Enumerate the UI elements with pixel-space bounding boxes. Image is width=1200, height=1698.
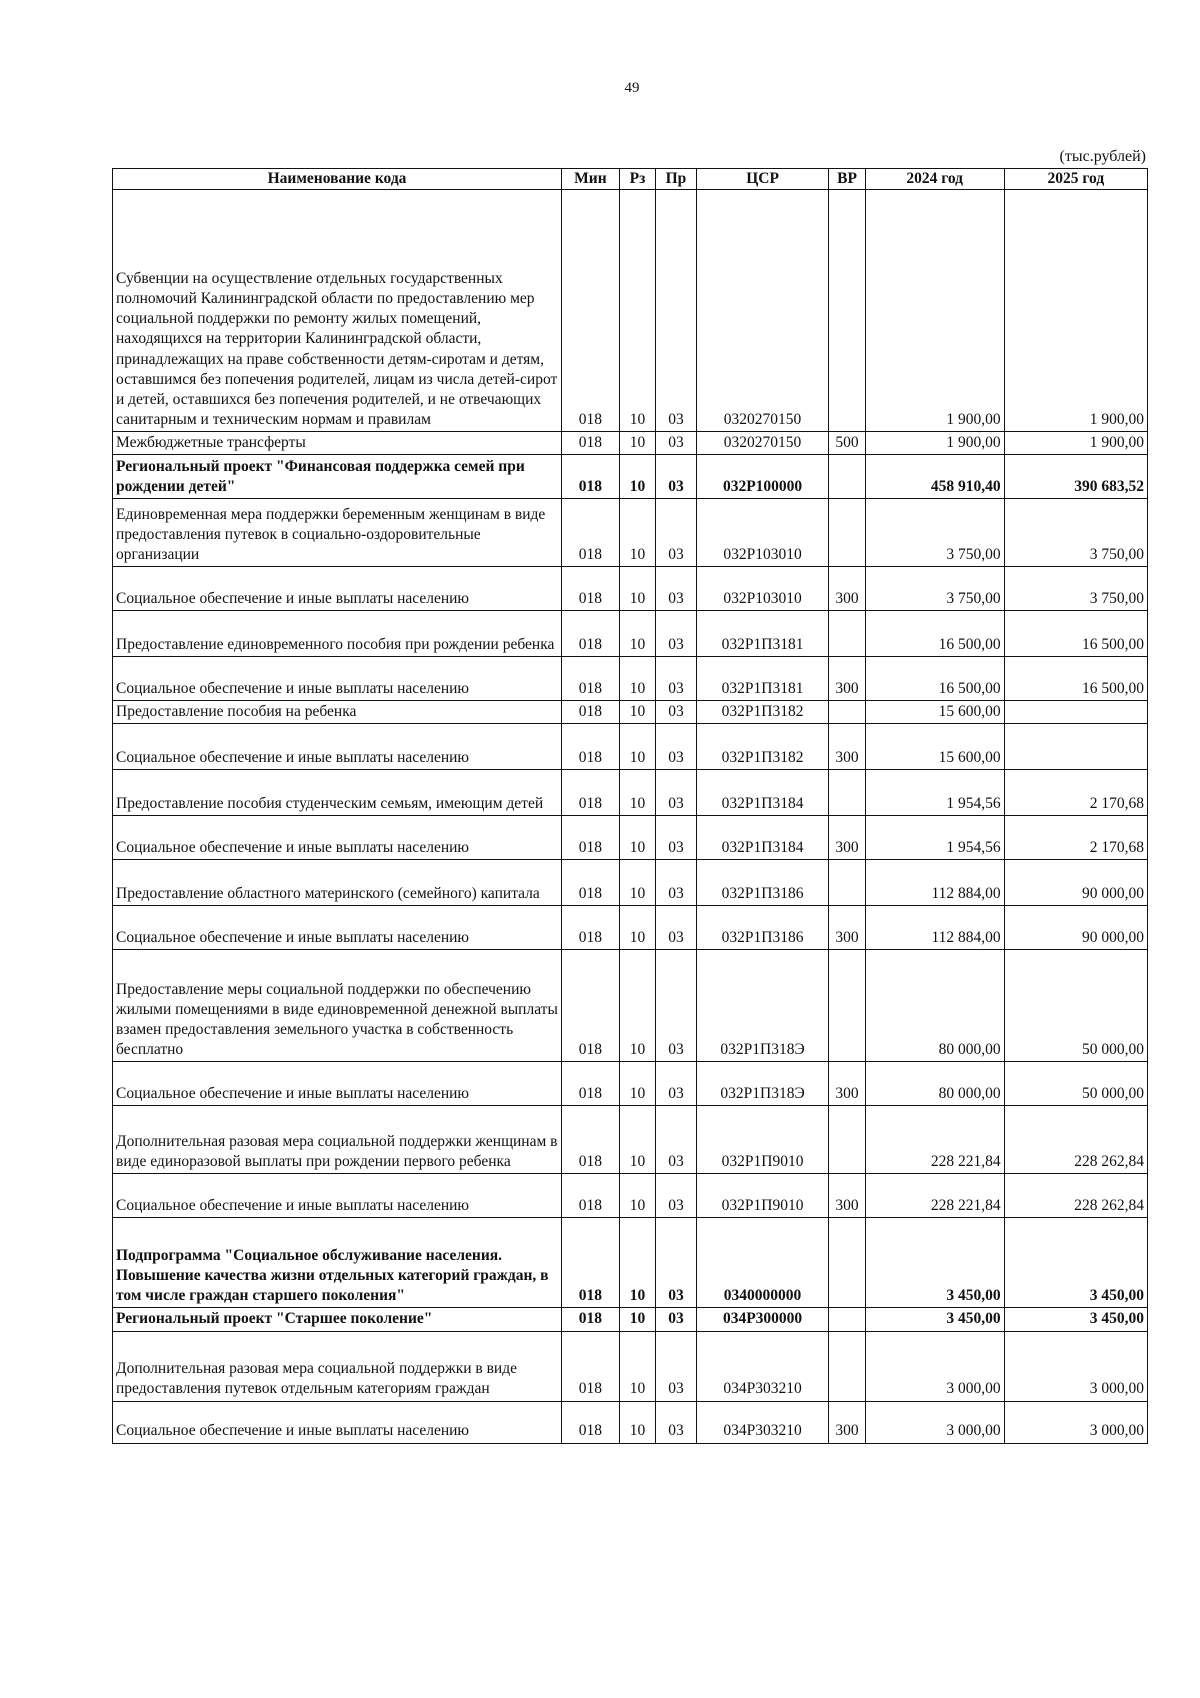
row-name: Социальное обеспечение и иные выплаты населению <box>113 724 562 770</box>
row-csr: 032P1П3186 <box>696 906 829 950</box>
row-rz: 10 <box>619 950 655 1062</box>
row-min: 018 <box>562 1308 620 1331</box>
row-vr <box>829 1218 865 1308</box>
row-min: 018 <box>562 657 620 701</box>
row-2024: 15 600,00 <box>865 724 1004 770</box>
row-vr <box>829 1106 865 1174</box>
row-min: 018 <box>562 860 620 906</box>
row-name: Субвенции на осуществление отдельных государственных полномочий Калининградской области по предоставлению мер социальной поддержки по ремонту жилых помещений, находящихся на территории Калининградской области, принадлежащих на праве собственности детям-сиротам и детям, оставшимся без попечения родителей, лицам из числа детей-сирот и детей, оставшихся без попечения родителей, и не отвечающих санитарным и техническим нормам и правилам <box>113 190 562 432</box>
header-vr: ВР <box>829 169 865 190</box>
row-name: Дополнительная разовая мера социальной поддержки в виде предоставления путевок отдельным категориям граждан <box>113 1331 562 1401</box>
row-2024: 15 600,00 <box>865 701 1004 724</box>
row-name: Социальное обеспечение и иные выплаты населению <box>113 1401 562 1443</box>
row-rz: 10 <box>619 432 655 455</box>
row-2024: 80 000,00 <box>865 1062 1004 1106</box>
row-min: 018 <box>562 1331 620 1401</box>
table-row <box>113 1062 1148 1106</box>
row-name: Предоставление областного материнского (семейного) капитала <box>113 860 562 906</box>
row-pr: 03 <box>656 190 697 432</box>
row-pr: 03 <box>656 770 697 816</box>
row-name: Социальное обеспечение и иные выплаты населению <box>113 1062 562 1106</box>
row-rz: 10 <box>619 1308 655 1331</box>
row-2024: 3 450,00 <box>865 1308 1004 1331</box>
header-name: Наименование кода <box>113 169 562 190</box>
row-csr: 032P1П9010 <box>696 1174 829 1218</box>
row-vr <box>829 950 865 1062</box>
row-vr <box>829 1331 865 1401</box>
table-row <box>113 701 1148 724</box>
row-min: 018 <box>562 770 620 816</box>
row-2025 <box>1004 724 1147 770</box>
row-pr: 03 <box>656 950 697 1062</box>
row-csr: 032P1П318Э <box>696 950 829 1062</box>
row-2025: 16 500,00 <box>1004 611 1147 657</box>
row-rz: 10 <box>619 611 655 657</box>
row-csr: 0320270150 <box>696 432 829 455</box>
row-2024: 3 450,00 <box>865 1218 1004 1308</box>
row-csr: 0340000000 <box>696 1218 829 1308</box>
row-csr: 032P1П3182 <box>696 724 829 770</box>
units-note: (тыс.рублей) <box>1059 148 1146 165</box>
row-csr: 032P1П3186 <box>696 860 829 906</box>
row-min: 018 <box>562 499 620 567</box>
row-vr: 300 <box>829 1174 865 1218</box>
row-2025: 1 900,00 <box>1004 432 1147 455</box>
row-min: 018 <box>562 1174 620 1218</box>
table-row <box>113 770 1148 816</box>
table-row <box>113 1331 1148 1401</box>
row-2025: 3 000,00 <box>1004 1401 1147 1443</box>
row-name: Социальное обеспечение и иные выплаты населению <box>113 657 562 701</box>
row-pr: 03 <box>656 724 697 770</box>
row-min: 018 <box>562 611 620 657</box>
row-pr: 03 <box>656 1401 697 1443</box>
row-2025: 3 450,00 <box>1004 1218 1147 1308</box>
row-pr: 03 <box>656 1106 697 1174</box>
row-csr: 032P103010 <box>696 567 829 611</box>
row-csr: 032P1П3184 <box>696 816 829 860</box>
row-rz: 10 <box>619 1218 655 1308</box>
row-2025: 50 000,00 <box>1004 950 1147 1062</box>
row-rz: 10 <box>619 816 655 860</box>
row-2025: 2 170,68 <box>1004 770 1147 816</box>
row-2025: 390 683,52 <box>1004 455 1147 499</box>
row-min: 018 <box>562 432 620 455</box>
row-rz: 10 <box>619 1062 655 1106</box>
row-pr: 03 <box>656 1062 697 1106</box>
row-name: Предоставление пособия студенческим семьям, имеющим детей <box>113 770 562 816</box>
table-row <box>113 1308 1148 1331</box>
row-name: Региональный проект "Старшее поколение" <box>113 1308 562 1331</box>
row-min: 018 <box>562 455 620 499</box>
row-rz: 10 <box>619 499 655 567</box>
row-2025: 50 000,00 <box>1004 1062 1147 1106</box>
row-vr <box>829 860 865 906</box>
row-2025: 2 170,68 <box>1004 816 1147 860</box>
row-2024: 3 750,00 <box>865 567 1004 611</box>
row-csr: 032P1П318Э <box>696 1062 829 1106</box>
row-pr: 03 <box>656 657 697 701</box>
row-csr: 032P1П3184 <box>696 770 829 816</box>
row-rz: 10 <box>619 906 655 950</box>
row-rz: 10 <box>619 1106 655 1174</box>
row-name: Социальное обеспечение и иные выплаты населению <box>113 1174 562 1218</box>
row-rz: 10 <box>619 860 655 906</box>
table-row <box>113 657 1148 701</box>
row-min: 018 <box>562 1218 620 1308</box>
row-csr: 034P303210 <box>696 1401 829 1443</box>
row-min: 018 <box>562 906 620 950</box>
row-2024: 3 000,00 <box>865 1401 1004 1443</box>
table-row <box>113 906 1148 950</box>
row-csr: 032P1П9010 <box>696 1106 829 1174</box>
row-2024: 3 750,00 <box>865 499 1004 567</box>
row-min: 018 <box>562 190 620 432</box>
row-rz: 10 <box>619 190 655 432</box>
row-min: 018 <box>562 1106 620 1174</box>
row-min: 018 <box>562 1401 620 1443</box>
row-2024: 1 900,00 <box>865 432 1004 455</box>
row-csr: 034P300000 <box>696 1308 829 1331</box>
row-rz: 10 <box>619 770 655 816</box>
row-vr <box>829 701 865 724</box>
row-vr: 300 <box>829 1401 865 1443</box>
row-name: Дополнительная разовая мера социальной поддержки женщинам в виде единоразовой выплаты при рождении первого ребенка <box>113 1106 562 1174</box>
row-name: Социальное обеспечение и иные выплаты населению <box>113 816 562 860</box>
row-pr: 03 <box>656 906 697 950</box>
table-row <box>113 567 1148 611</box>
row-pr: 03 <box>656 611 697 657</box>
row-vr: 300 <box>829 906 865 950</box>
row-rz: 10 <box>619 657 655 701</box>
row-2024: 1 954,56 <box>865 816 1004 860</box>
row-csr: 032P1П3181 <box>696 611 829 657</box>
table-row <box>113 950 1148 1062</box>
row-2024: 16 500,00 <box>865 657 1004 701</box>
row-csr: 032P100000 <box>696 455 829 499</box>
row-2025: 228 262,84 <box>1004 1106 1147 1174</box>
row-2024: 3 000,00 <box>865 1331 1004 1401</box>
row-min: 018 <box>562 950 620 1062</box>
row-2024: 228 221,84 <box>865 1174 1004 1218</box>
header-min: Мин <box>562 169 620 190</box>
row-name: Предоставление меры социальной поддержки по обеспечению жилыми помещениями в виде единовременной денежной выплаты взамен предоставления земельного участка в собственность бесплатно <box>113 950 562 1062</box>
table-row <box>113 1401 1148 1443</box>
row-2025: 3 000,00 <box>1004 1331 1147 1401</box>
table-row <box>113 611 1148 657</box>
row-2025: 90 000,00 <box>1004 860 1147 906</box>
table-row <box>113 724 1148 770</box>
row-2025: 16 500,00 <box>1004 657 1147 701</box>
row-2025: 1 900,00 <box>1004 190 1147 432</box>
header-2024: 2024 год <box>865 169 1004 190</box>
row-min: 018 <box>562 816 620 860</box>
row-csr: 032P1П3182 <box>696 701 829 724</box>
row-rz: 10 <box>619 567 655 611</box>
row-name: Предоставление пособия на ребенка <box>113 701 562 724</box>
row-vr <box>829 1308 865 1331</box>
table-row <box>113 432 1148 455</box>
table-row <box>113 499 1148 567</box>
row-2025: 228 262,84 <box>1004 1174 1147 1218</box>
row-vr <box>829 455 865 499</box>
row-vr: 300 <box>829 724 865 770</box>
row-vr <box>829 499 865 567</box>
row-rz: 10 <box>619 455 655 499</box>
row-rz: 10 <box>619 1401 655 1443</box>
row-pr: 03 <box>656 455 697 499</box>
row-min: 018 <box>562 724 620 770</box>
row-2024: 458 910,40 <box>865 455 1004 499</box>
row-2025 <box>1004 701 1147 724</box>
table-row <box>113 816 1148 860</box>
row-2025: 3 750,00 <box>1004 567 1147 611</box>
row-pr: 03 <box>656 432 697 455</box>
row-pr: 03 <box>656 1308 697 1331</box>
row-min: 018 <box>562 701 620 724</box>
row-pr: 03 <box>656 567 697 611</box>
row-vr <box>829 190 865 432</box>
table-row <box>113 1106 1148 1174</box>
row-name: Социальное обеспечение и иные выплаты населению <box>113 906 562 950</box>
row-name: Социальное обеспечение и иные выплаты населению <box>113 567 562 611</box>
row-2024: 112 884,00 <box>865 860 1004 906</box>
row-2024: 80 000,00 <box>865 950 1004 1062</box>
row-pr: 03 <box>656 860 697 906</box>
row-2024: 228 221,84 <box>865 1106 1004 1174</box>
row-pr: 03 <box>656 701 697 724</box>
table-row <box>113 1174 1148 1218</box>
row-name: Межбюджетные трансферты <box>113 432 562 455</box>
row-vr: 300 <box>829 567 865 611</box>
header-csr: ЦСР <box>696 169 829 190</box>
row-name: Предоставление единовременного пособия при рождении ребенка <box>113 611 562 657</box>
row-2025: 3 750,00 <box>1004 499 1147 567</box>
row-2025: 90 000,00 <box>1004 906 1147 950</box>
header-pr: Пр <box>656 169 697 190</box>
row-csr: 032P1П3181 <box>696 657 829 701</box>
table-row <box>113 190 1148 432</box>
table-row <box>113 455 1148 499</box>
row-vr: 300 <box>829 1062 865 1106</box>
row-vr: 300 <box>829 657 865 701</box>
row-name: Единовременная мера поддержки беременным женщинам в виде предоставления путевок в социально-оздоровительные организации <box>113 499 562 567</box>
row-vr <box>829 770 865 816</box>
row-pr: 03 <box>656 499 697 567</box>
row-min: 018 <box>562 567 620 611</box>
row-rz: 10 <box>619 1331 655 1401</box>
row-pr: 03 <box>656 1331 697 1401</box>
header-2025: 2025 год <box>1004 169 1147 190</box>
row-pr: 03 <box>656 1174 697 1218</box>
page-number: 49 <box>624 80 640 96</box>
row-min: 018 <box>562 1062 620 1106</box>
row-name: Региональный проект "Финансовая поддержка семей при рождении детей" <box>113 455 562 499</box>
table-row <box>113 1218 1148 1308</box>
row-name: Подпрограмма "Социальное обслуживание населения. Повышение качества жизни отдельных категорий граждан, в том числе граждан старшего поколения" <box>113 1218 562 1308</box>
table-header-row <box>113 169 1148 190</box>
row-2024: 112 884,00 <box>865 906 1004 950</box>
row-csr: 034P303210 <box>696 1331 829 1401</box>
row-vr <box>829 611 865 657</box>
row-2024: 1 954,56 <box>865 770 1004 816</box>
budget-table <box>112 168 1148 1444</box>
row-rz: 10 <box>619 701 655 724</box>
table-row <box>113 860 1148 906</box>
row-vr: 300 <box>829 816 865 860</box>
row-2024: 1 900,00 <box>865 190 1004 432</box>
header-rz: Рз <box>619 169 655 190</box>
row-rz: 10 <box>619 1174 655 1218</box>
row-csr: 0320270150 <box>696 190 829 432</box>
row-pr: 03 <box>656 1218 697 1308</box>
row-2025: 3 450,00 <box>1004 1308 1147 1331</box>
row-csr: 032P103010 <box>696 499 829 567</box>
row-vr: 500 <box>829 432 865 455</box>
row-rz: 10 <box>619 724 655 770</box>
row-2024: 16 500,00 <box>865 611 1004 657</box>
row-pr: 03 <box>656 816 697 860</box>
